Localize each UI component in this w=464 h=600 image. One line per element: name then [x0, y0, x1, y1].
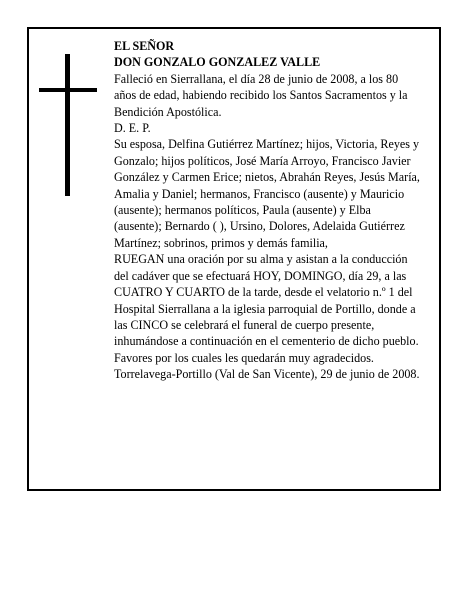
cross-vertical-bar [65, 54, 70, 196]
rest-in-peace: D. E. P. [114, 121, 151, 136]
funeral-details: RUEGAN una oración por su alma y asistan a la conducción del cadáver que se efectuará HOY, DOMINGO, día 29, a las CUATRO Y CUARTO de la tarde, desde el velatorio n.º 1 del Hospital Sierrallana a la iglesia parroquial de Portillo, donde a las CINCO se celebrará el funeral de cuerpo presente, inhumándose a continuación en el cementerio de dicho pueblo. Favores por los cuales les quedarán muy agradecidos. [114, 252, 419, 365]
family-list: Su esposa, Delfina Gutiérrez Martínez; hijos, Victoria, Reyes y Gonzalo; hijos políticos, José María Arroyo, Francisco Javier González y Carmen Erice; nietos, Abrahán Reyes, Jesús María, Amalia y Daniel; hermanos, Francisco (ausente) y Mauricio (ausente); hermanos políticos, Paula (ausente) y Elba (ausente); Bernardo ( ), Ursino, Dolores, Adelaida Gutiérrez Martínez; sobrinos, primos y demás familia, [114, 137, 420, 250]
deceased-name: DON GONZALO GONZALEZ VALLE [114, 55, 321, 70]
place-and-date: Torrelavega-Portillo (Val de San Vicente), 29 de junio de 2008. [114, 367, 420, 382]
deceased-honorific: EL SEÑOR [114, 39, 175, 53]
death-announcement: Falleció en Sierrallana, el día 28 de junio de 2008, a los 80 años de edad, habiendo recibido los Santos Sacramentos y la Bendición Apostólica. [114, 71, 408, 119]
obituary-text [114, 38, 420, 383]
latin-cross-icon [39, 54, 97, 196]
cross-horizontal-bar [39, 88, 97, 92]
